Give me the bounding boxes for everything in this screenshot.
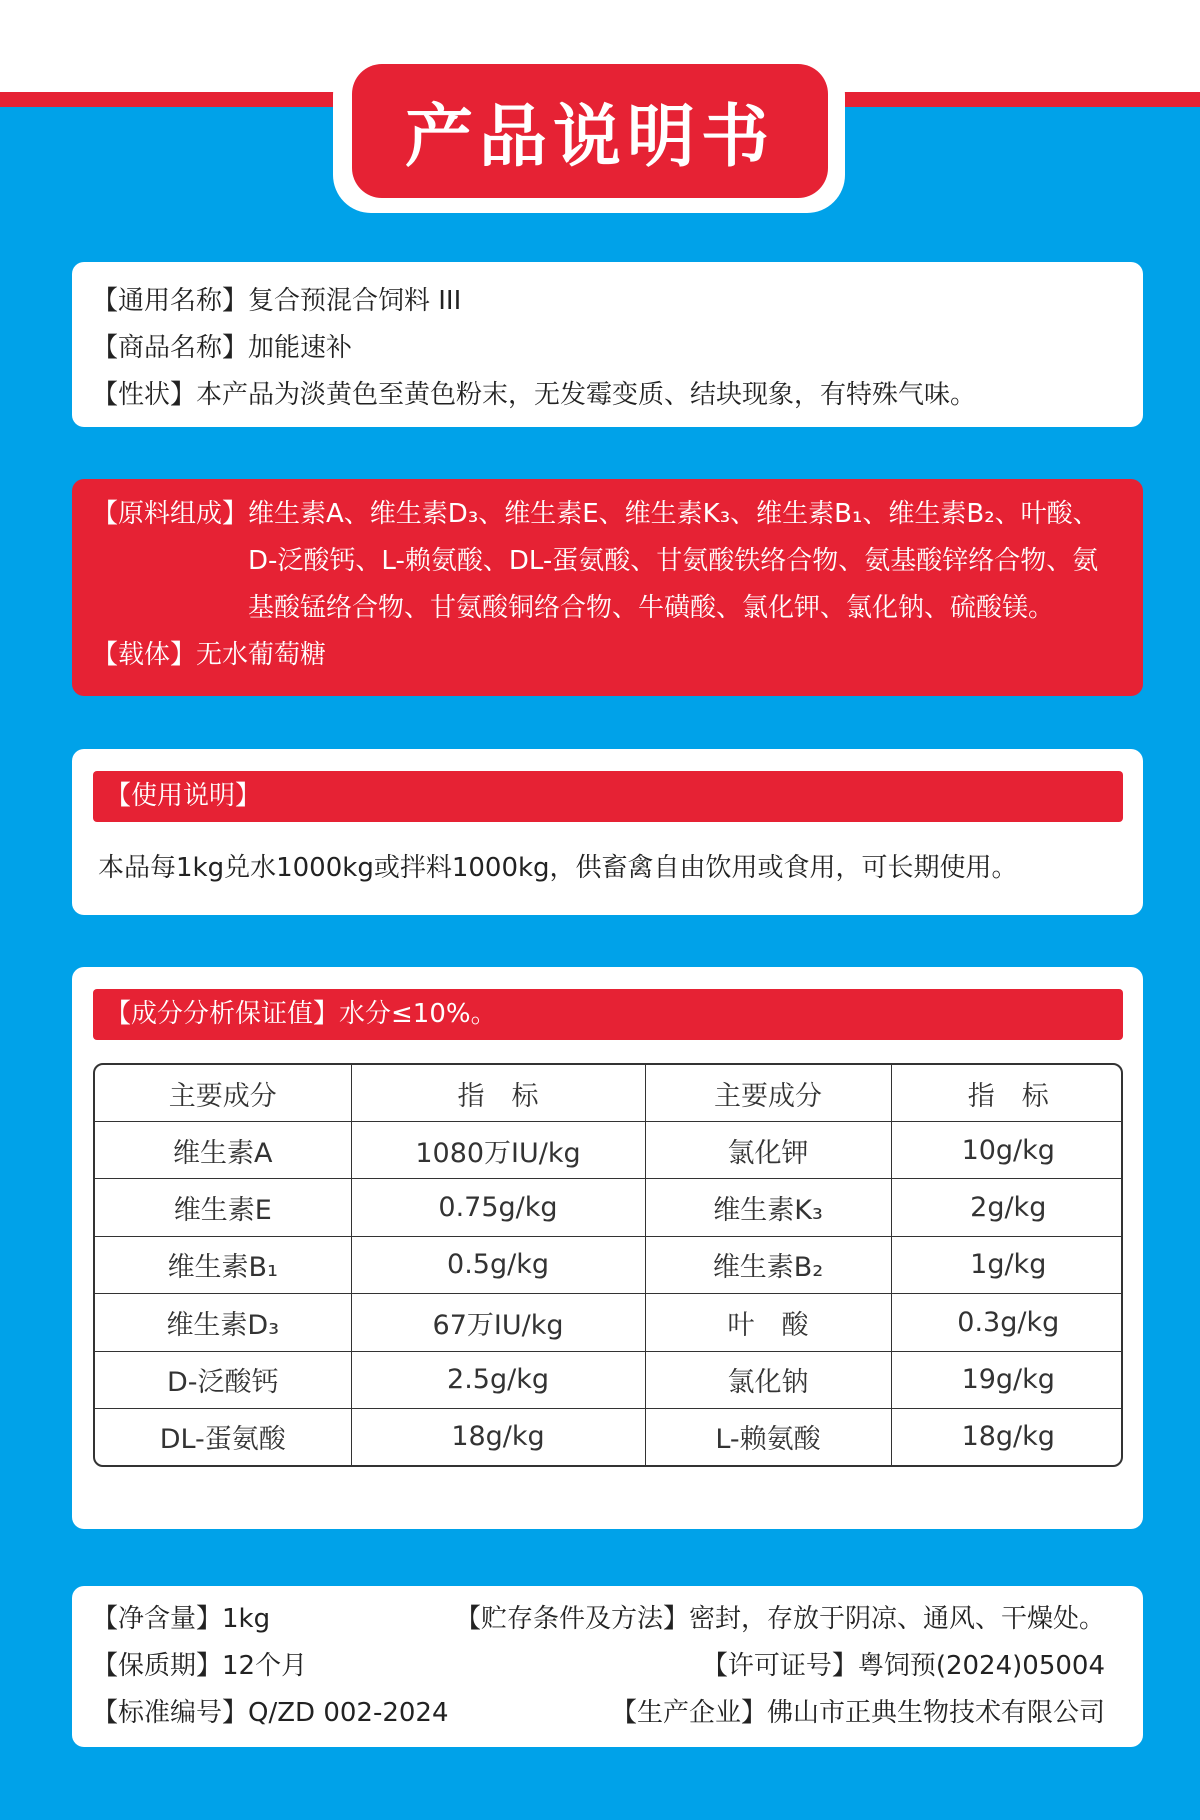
table-cell: L-赖氨酸 — [645, 1408, 891, 1465]
net-content: 【净含量】1kg — [92, 1604, 271, 1634]
table-row — [95, 1408, 1123, 1465]
column-header: 主要成分 — [645, 1065, 891, 1122]
table-cell: 0.75g/kg — [351, 1179, 645, 1236]
composition-ingredients: 维生素A、维生素D₃、维生素E、维生素K₃、维生素B₁、维生素B₂、叶酸、D-泛酸钙、L-赖氨酸、DL-蛋氨酸、甘氨酸铁络合物、氨基酸锌络合物、氨基酸锰络合物、甘氨酸铜络合物、牛磺酸、氯化钾、氯化钠、硫酸镁。 — [248, 499, 1099, 623]
footer-card — [72, 1586, 1143, 1747]
analysis-table — [93, 1063, 1123, 1467]
column-header: 主要成分 — [95, 1065, 351, 1122]
table-cell: 维生素K₃ — [645, 1179, 891, 1236]
table-cell: 2g/kg — [891, 1179, 1123, 1236]
table-cell: 18g/kg — [351, 1408, 645, 1465]
table-row — [95, 1236, 1123, 1293]
table-cell: 氯化钠 — [645, 1351, 891, 1408]
column-header: 指 标 — [891, 1065, 1123, 1122]
table-header-row — [95, 1065, 1123, 1122]
properties: 【性状】本产品为淡黄色至黄色粉末，无发霉变质、结块现象，有特殊气味。 — [92, 380, 977, 410]
footer-row — [92, 1690, 1105, 1737]
analysis-heading: 【成分分析保证值】水分≤10%。 — [93, 989, 1123, 1040]
table-cell: 维生素B₁ — [95, 1236, 351, 1293]
footer-row — [92, 1643, 1105, 1690]
table-cell: 67万IU/kg — [351, 1294, 645, 1351]
manufacturer: 【生产企业】佛山市正典生物技术有限公司 — [610, 1698, 1105, 1728]
storage: 【贮存条件及方法】密封，存放于阴凉、通风、干燥处。 — [454, 1604, 1105, 1634]
composition-label: 【原料组成】 — [92, 499, 249, 529]
table-row — [95, 1122, 1123, 1179]
generic-name: 【通用名称】复合预混合饲料 III — [92, 286, 462, 316]
table-cell: 19g/kg — [891, 1351, 1123, 1408]
carrier: 【载体】无水葡萄糖 — [92, 640, 327, 670]
table-row — [95, 1294, 1123, 1351]
basic-info-card — [72, 262, 1143, 427]
table-cell: 维生素D₃ — [95, 1294, 351, 1351]
table-cell: 维生素E — [95, 1179, 351, 1236]
table-cell: 维生素A — [95, 1122, 351, 1179]
table-cell: 1080万IU/kg — [351, 1122, 645, 1179]
standard-number: 【标准编号】Q/ZD 002-2024 — [92, 1698, 449, 1728]
table-cell: 叶 酸 — [645, 1294, 891, 1351]
table-cell: 10g/kg — [891, 1122, 1123, 1179]
table-cell: 氯化钾 — [645, 1122, 891, 1179]
analysis-card — [72, 967, 1143, 1529]
usage-heading: 【使用说明】 — [93, 771, 1123, 822]
table-cell: 0.3g/kg — [891, 1294, 1123, 1351]
footer-row — [92, 1596, 1105, 1643]
table-row — [95, 1179, 1123, 1236]
column-header: 指 标 — [351, 1065, 645, 1122]
table-cell: 维生素B₂ — [645, 1236, 891, 1293]
page-title: 产品说明书 — [352, 64, 828, 198]
table-cell: 18g/kg — [891, 1408, 1123, 1465]
composition-card — [72, 479, 1143, 696]
shelf-life: 【保质期】12个月 — [92, 1651, 308, 1681]
usage-text: 本品每1kg兑水1000kg或拌料1000kg，供畜禽自由饮用或食用，可长期使用。 — [98, 853, 1018, 883]
license-number: 【许可证号】粤饲预(2024)05004 — [701, 1651, 1105, 1681]
usage-card — [72, 749, 1143, 915]
table-row — [95, 1351, 1123, 1408]
table-cell: 2.5g/kg — [351, 1351, 645, 1408]
table-cell: 1g/kg — [891, 1236, 1123, 1293]
trade-name: 【商品名称】加能速补 — [92, 333, 353, 363]
table-cell: D-泛酸钙 — [95, 1351, 351, 1408]
table-cell: DL-蛋氨酸 — [95, 1408, 351, 1465]
table-cell: 0.5g/kg — [351, 1236, 645, 1293]
composition-row — [92, 491, 1143, 632]
